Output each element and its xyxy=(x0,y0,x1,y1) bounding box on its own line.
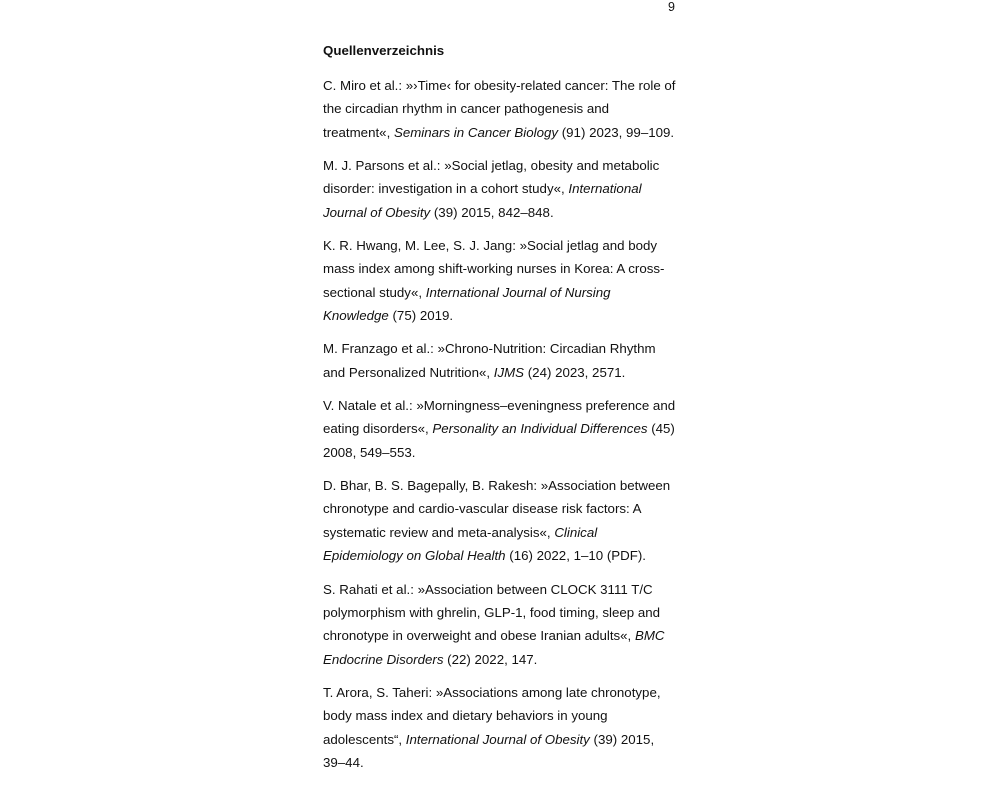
reference-text: V. Natale et al.: »Morningness–eveningness preference and eating disorders«, xyxy=(323,398,676,437)
reference-details: (39) 2015, 842–848. xyxy=(430,204,554,220)
reference-text: M. Franzago et al.: »Chrono-Nutrition: Circadian Rhythm and Personalized Nutrition«, xyxy=(323,341,656,380)
reference-entry xyxy=(323,578,679,672)
reference-details: (75) 2019. xyxy=(388,308,454,324)
journal-title: Personality an Individual Differences xyxy=(432,421,648,437)
reference-text: C. Miro et al.: »›Time‹ for obesity-related cancer: The role of the circadian rhythm in cancer pathogenesis and treatment«, xyxy=(323,78,676,140)
reference-entry xyxy=(323,234,679,328)
journal-title: BMC Endocrine Disorders xyxy=(323,628,665,667)
reference-details: (24) 2023, 2571. xyxy=(524,364,626,380)
reference-details: (16) 2022, 1–10 (PDF). xyxy=(505,548,647,564)
reference-text: T. Arora, S. Taheri: »Associations among late chronotype, body mass index and dietary behaviors in young adolescents“, xyxy=(323,684,661,747)
reference-entry xyxy=(323,474,679,568)
reference-text: D. Bhar, B. S. Bagepally, B. Rakesh: »Association between chronotype and cardio-vascular disease risk factors: A systematic review and meta-analysis«, xyxy=(323,478,671,540)
journal-title: International Journal of Obesity xyxy=(405,731,590,747)
journal-title: International Journal of Nursing Knowledge xyxy=(323,284,611,324)
reference-text: M. J. Parsons et al.: »Social jetlag, obesity and metabolic disorder: investigation in a cohort study«, xyxy=(323,158,660,197)
reference-details: (22) 2022, 147. xyxy=(443,651,538,667)
journal-title: IJMS xyxy=(493,364,525,380)
reference-entry xyxy=(323,681,679,775)
reference-details: (45) 2008, 549–553. xyxy=(323,421,675,460)
reference-entry xyxy=(323,337,679,384)
journal-title: International Journal of Obesity xyxy=(323,181,642,220)
page-number: 9 xyxy=(668,0,675,14)
journal-title: Seminars in Cancer Biology xyxy=(393,124,559,140)
reference-entry xyxy=(323,154,679,224)
reference-text: S. Rahati et al.: »Association between CLOCK 3111 T/C polymorphism with ghrelin, GLP-1, food timing, sleep and chronotype in overweight and obese Iranian adults«, xyxy=(323,581,661,644)
section-heading: Quellenverzeichnis xyxy=(323,43,445,58)
bibliography xyxy=(323,42,679,784)
reference-text: K. R. Hwang, M. Lee, S. J. Jang: »Social jetlag and body mass index among shift-working nurses in Korea: A cross-sectional study«, xyxy=(323,238,665,300)
reference-details: (39) 2015, 39–44. xyxy=(323,731,655,771)
reference-details: (91) 2023, 99–109. xyxy=(558,124,675,140)
reference-entry xyxy=(323,74,679,144)
reference-entry xyxy=(323,394,679,464)
journal-title: Clinical Epidemiology on Global Health xyxy=(323,524,598,564)
